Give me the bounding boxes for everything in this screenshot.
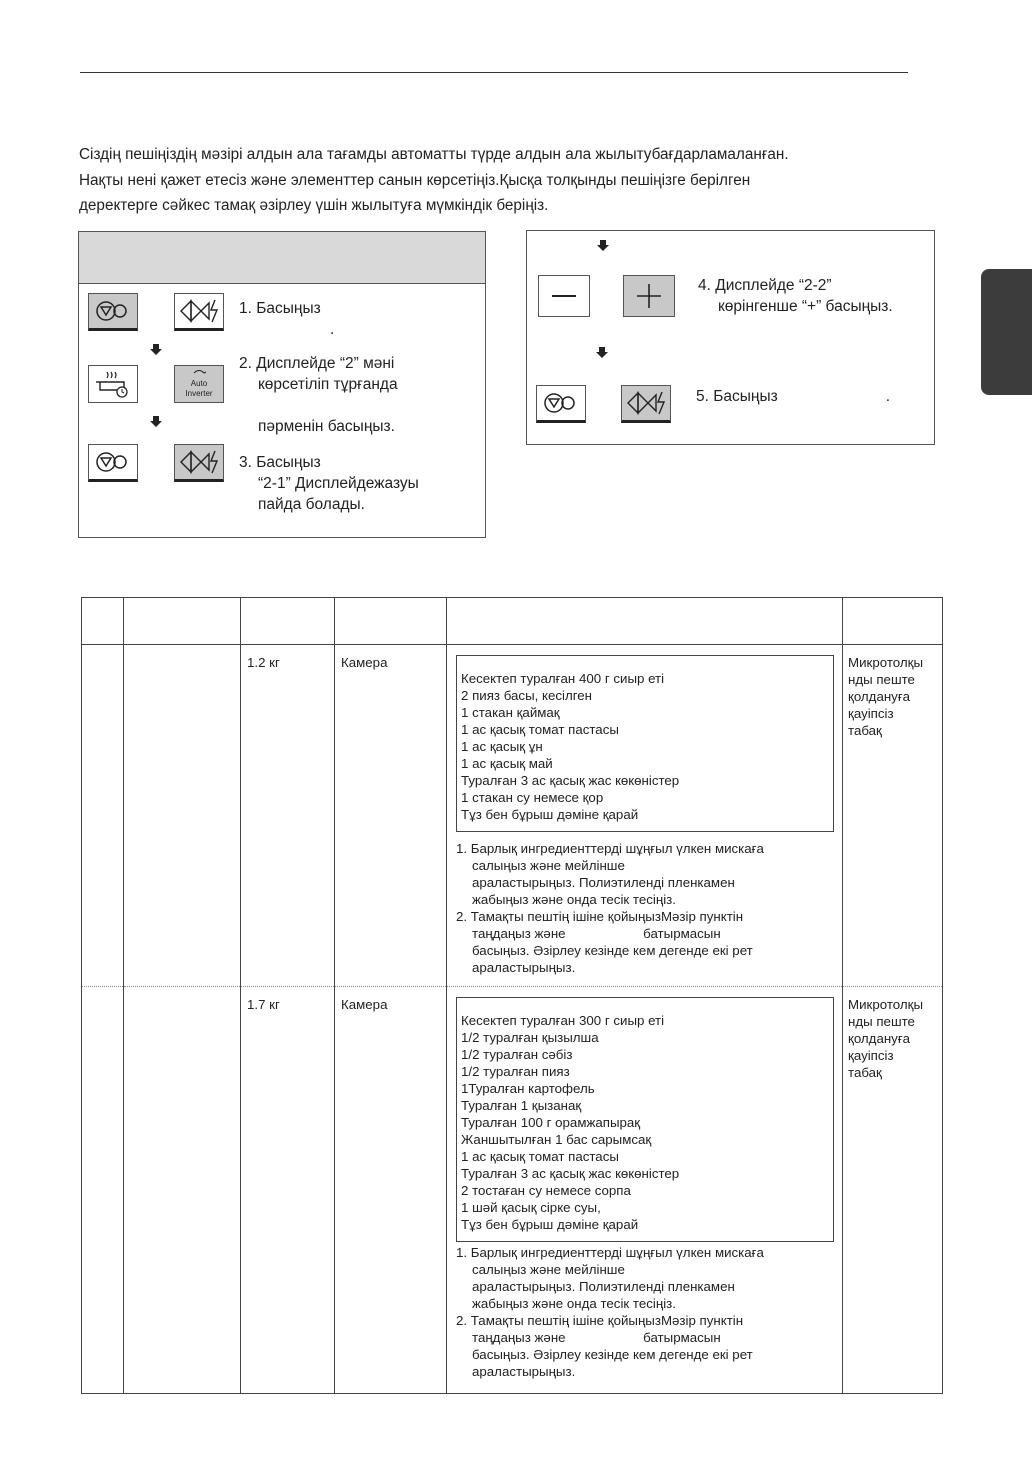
svg-text:Inverter: Inverter	[185, 389, 213, 398]
ingredient: Туралған 100 г орамжапырақ	[461, 1115, 641, 1130]
ingredient: Туралған 1 қызанақ	[461, 1098, 582, 1113]
step-5-text: 5. Басыңыз .	[696, 388, 891, 405]
cook-menu-icon	[89, 445, 137, 479]
temp-cell: Камера	[335, 987, 447, 1394]
intro-line: Нақты нені қажет етесіз және элементтер санын көрсетіңіз.Қысқа толқынды пешіңізге берілген	[79, 171, 751, 189]
header-cell	[124, 598, 241, 645]
ingredient: 1 ас қасық май	[461, 756, 553, 771]
ingredients-box	[456, 997, 834, 1242]
header-cell	[82, 598, 124, 645]
intro-paragraph	[79, 142, 959, 219]
recipes-table	[81, 597, 943, 1394]
arrow-down-icon	[150, 344, 162, 356]
start-icon	[622, 386, 670, 420]
category-cell	[124, 987, 241, 1394]
ingredient: 1/2 туралған қызылша	[461, 1030, 599, 1045]
header-cell	[447, 598, 843, 645]
svg-text:Auto: Auto	[190, 379, 208, 388]
ingredient: Туралған 3 ас қасық жас көкөністер	[461, 773, 680, 788]
start-icon	[175, 294, 223, 328]
timer-button[interactable]	[88, 365, 138, 403]
ingredient: 1Туралған картофель	[461, 1081, 595, 1096]
header-rule	[80, 72, 908, 73]
start-button[interactable]	[174, 444, 224, 482]
method-steps: 1. Барлық ингредиенттерді шұңғыл үлкен мискаға салыңыз және мейлінше араластырыңыз. Полиэтиленді пленкамен жабыңыз және онда тесік тесіңіз. 2. Тамақты пештің ішіне қойыңызМәзір пунктін таңдаңыз және батырмасын басыңыз. Әзірлеу кезінде кем дегенде екі рет араластырыңыз.	[456, 841, 764, 975]
panel-header	[79, 232, 485, 284]
intro-line: деректерге сәйкес тамақ әзірлеу үшін жылытуға мүмкіндік беріңіз.	[79, 197, 549, 214]
utensil-cell: Микротолқы нды пеште қолдануға қауіпсіз табақ	[843, 645, 943, 987]
weight-cell: 1.2 кг	[241, 645, 335, 987]
ingredient: 1 ас қасық ұн	[461, 739, 543, 754]
ingredients-box	[456, 655, 834, 832]
ingredient: 2 пияз басы, кесілген	[461, 688, 593, 703]
ingredient: Тұз бен бұрыш дәміне қарай	[461, 807, 639, 822]
plus-button[interactable]	[623, 275, 675, 317]
minus-button[interactable]	[538, 275, 590, 317]
cook-menu-icon	[89, 294, 137, 328]
step-3-text: 3. Басыңыз “2-1” Дисплейдежазуы пайда болады.	[239, 454, 419, 513]
step-1-text: 1. Басыңыз .	[239, 300, 335, 338]
start-button[interactable]	[621, 385, 671, 423]
code-cell	[82, 987, 124, 1394]
ingredient: 1 ас қасық томат пастасы	[461, 722, 619, 737]
cook-menu-button[interactable]	[88, 293, 138, 331]
arrow-down-icon	[150, 416, 162, 428]
ingredient: Кесектеп туралған 400 г сиыр еті	[461, 671, 665, 686]
header-cell	[335, 598, 447, 645]
table-row	[82, 987, 943, 1394]
method-steps: 1. Барлық ингредиенттерді шұңғыл үлкен мискаға салыңыз және мейлінше араластырыңыз. Полиэтиленді пленкамен жабыңыз және онда тесік тесіңіз. 2. Тамақты пештің ішіне қойыңызМәзір пунктін таңдаңыз және батырмасын басыңыз. Әзірлеу кезінде кем дегенде екі рет араластырыңыз.	[456, 1245, 764, 1379]
table-header-row	[82, 598, 943, 645]
ingredient: 1/2 туралған сәбіз	[461, 1047, 573, 1062]
cook-menu-button[interactable]	[88, 444, 138, 482]
language-side-tab	[981, 269, 1032, 395]
cook-menu-icon	[537, 386, 585, 420]
arrow-down-icon	[596, 347, 608, 359]
cook-menu-button[interactable]	[536, 385, 586, 423]
auto-inverter-icon	[175, 366, 223, 402]
ingredient: Туралған 3 ас қасық жас көкөністер	[461, 1166, 680, 1181]
ingredient: Тұз бен бұрыш дәміне қарай	[461, 1217, 639, 1232]
code-cell	[82, 645, 124, 987]
ingredient: 2 тостаған су немесе сорпа	[461, 1183, 631, 1198]
step-4-text: 4. Дисплейде “2-2” көрінгенше “+” басыңыз.	[698, 277, 893, 315]
step-2-text: 2. Дисплейде “2” мәні көрсетіліп тұрғанда пәрменін басыңыз.	[239, 355, 398, 435]
instruction-panel-left	[78, 231, 486, 538]
start-icon	[175, 445, 223, 479]
instructions-cell	[447, 987, 843, 1394]
ingredient: Кесектеп туралған 300 г сиыр еті	[461, 1013, 665, 1028]
minus-icon	[539, 276, 589, 316]
ingredient: 1/2 туралған пияз	[461, 1064, 570, 1079]
intro-line: Сіздің пешіңіздің мәзірі алдын ала тағамды автоматты түрде алдын ала жылытубағдарламаланған.	[79, 146, 789, 163]
ingredient: 1 шәй қасық сірке суы,	[461, 1200, 601, 1215]
table-row	[82, 645, 943, 987]
plus-icon	[624, 276, 674, 316]
auto-inverter-button[interactable]	[174, 365, 224, 403]
ingredient: 1 стакан қаймақ	[461, 705, 560, 720]
ingredient: 1 стакан су немесе қор	[461, 790, 604, 805]
ingredient: Жаншытылған 1 бас сарымсақ	[461, 1132, 652, 1147]
header-cell	[843, 598, 943, 645]
instructions-cell	[447, 645, 843, 987]
timer-pot-icon	[89, 366, 137, 402]
temp-cell: Камера	[335, 645, 447, 987]
arrow-down-icon	[597, 240, 609, 252]
header-cell	[241, 598, 335, 645]
instruction-panel-right	[526, 230, 935, 445]
category-cell	[124, 645, 241, 987]
weight-cell: 1.7 кг	[241, 987, 335, 1394]
ingredient: 1 ас қасық томат пастасы	[461, 1149, 619, 1164]
start-button[interactable]	[174, 293, 224, 331]
utensil-cell: Микротолқы нды пеште қолдануға қауіпсіз табақ	[843, 987, 943, 1394]
